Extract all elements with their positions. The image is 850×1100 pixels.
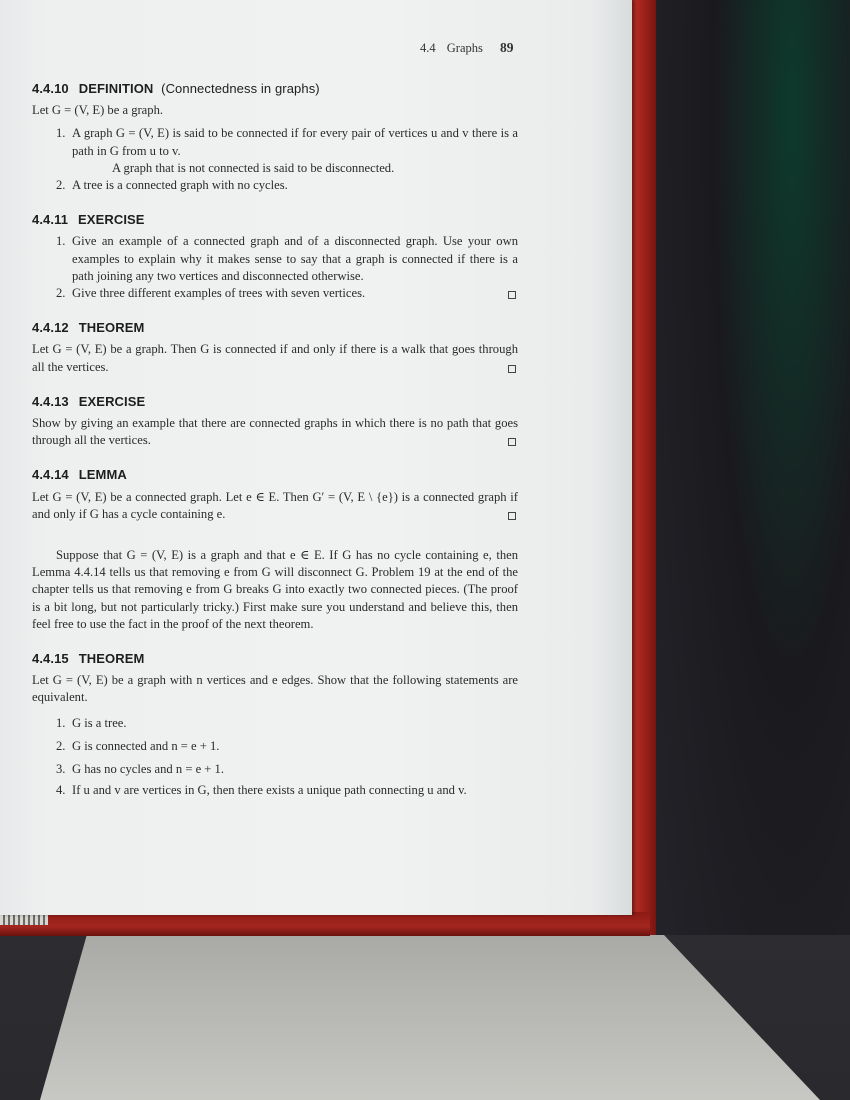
list-item — [32, 715, 518, 732]
list-item — [32, 761, 518, 778]
block-text — [32, 489, 518, 523]
item-subtext: A graph that is not connected is said to be disconnected. — [112, 160, 395, 175]
item-label: 2. — [56, 178, 66, 193]
list-item — [32, 125, 518, 177]
block-heading — [32, 650, 518, 667]
list-item — [32, 177, 518, 194]
block-subtitle: (Connectedness in graphs) — [161, 81, 320, 96]
item-label: 2. — [56, 286, 66, 301]
theorem-block — [32, 650, 518, 799]
page-content — [32, 80, 518, 800]
block-kind: EXERCISE — [78, 212, 145, 228]
theorem-block — [32, 319, 518, 376]
block-number: 4.4.13 — [32, 393, 69, 409]
block-heading — [32, 80, 518, 97]
block-intro: Let G = (V, E) be a graph with n vertices and e edges. Show that the following statements are equivalent. — [32, 673, 518, 705]
exercise-text: Show by giving an example that there are connected graphs in which there is no path that goes through all the vertices. — [32, 416, 518, 448]
book-cover-bottom-edge — [0, 912, 650, 936]
item-text: G has no cycles and n = e + 1. — [72, 762, 224, 777]
block-number: 4.4.15 — [32, 651, 69, 667]
end-of-exercise-box — [508, 438, 516, 446]
list-item — [32, 782, 518, 799]
block-text — [32, 341, 518, 375]
block-number: 4.4.10 — [32, 81, 69, 96]
block-intro: Let G = (V, E) be a graph. — [32, 103, 164, 118]
page-curl-shading — [590, 0, 632, 915]
exercise-block — [32, 211, 518, 302]
item-label: 4. — [56, 783, 66, 798]
running-head — [420, 40, 513, 56]
section-number: 4.4 — [420, 41, 436, 55]
block-kind: EXERCISE — [78, 393, 146, 409]
item-text: Give three different examples of trees with seven vertices. — [72, 286, 366, 301]
item-text: A tree is a connected graph with no cycles. — [72, 178, 288, 193]
item-label: 1. — [56, 126, 66, 141]
end-of-proof-box — [508, 512, 516, 520]
block-number: 4.4.14 — [32, 467, 69, 483]
block-heading — [32, 319, 518, 336]
item-text: If u and v are vertices in G, then there exists a unique path connecting u and v. — [72, 783, 467, 798]
section-title: Graphs — [446, 41, 483, 55]
lemma-block — [32, 466, 518, 523]
block-kind: THEOREM — [78, 651, 145, 667]
block-heading — [32, 393, 518, 410]
list-item — [32, 738, 518, 755]
block-kind: LEMMA — [78, 467, 127, 483]
lemma-text: Let G = (V, E) be a connected graph. Let e ∈ E. Then G′ = (V, E \ {e}) is a connected graph if and only if G has a cycle containing e. — [32, 489, 518, 521]
list-item — [32, 233, 518, 285]
item-text: A graph G = (V, E) is said to be connected if for every pair of vertices u and v there is a path in G from u to v. — [72, 126, 518, 158]
block-number: 4.4.11 — [32, 212, 69, 228]
item-text: Give an example of a connected graph and of a disconnected graph. Use your own examples to explain why it makes sense to say that a graph is connected if there is a path joining any two vertices and disconnected otherwise. — [72, 234, 518, 283]
item-label: 1. — [56, 715, 66, 730]
theorem-text: Let G = (V, E) be a graph. Then G is connected if and only if there is a walk that goes through all the vertices. — [32, 342, 518, 374]
block-heading — [32, 211, 518, 228]
block-kind: THEOREM — [78, 320, 145, 336]
item-text: G is a tree. — [72, 715, 127, 730]
block-text — [32, 415, 518, 449]
definition-block — [32, 80, 518, 194]
end-of-proof-box — [508, 365, 516, 373]
item-text: G is connected and n = e + 1. — [72, 738, 220, 753]
exercise-block — [32, 393, 518, 450]
block-number: 4.4.12 — [32, 320, 69, 336]
page-number: 89 — [499, 40, 514, 55]
item-label: 2. — [56, 738, 66, 753]
body-paragraph: Suppose that G = (V, E) is a graph and that e ∈ E. If G has no cycle containing e, then Lemma 4.4.14 tells us that removing e from G will disconnect G. Problem 19 at the end of the chapter tells us that removing e from G breaks G into exactly two connected pieces. (The proof is a bit long, but not particularly tricky.) First make sure you understand and believe this, then feel free to use the fact in the proof of the next theorem. — [32, 548, 518, 631]
block-heading — [32, 466, 518, 483]
block-kind: DEFINITION — [78, 81, 154, 96]
list-item — [32, 285, 518, 302]
item-label: 3. — [56, 762, 66, 777]
item-label: 1. — [56, 234, 66, 249]
end-of-exercise-box — [508, 291, 516, 299]
